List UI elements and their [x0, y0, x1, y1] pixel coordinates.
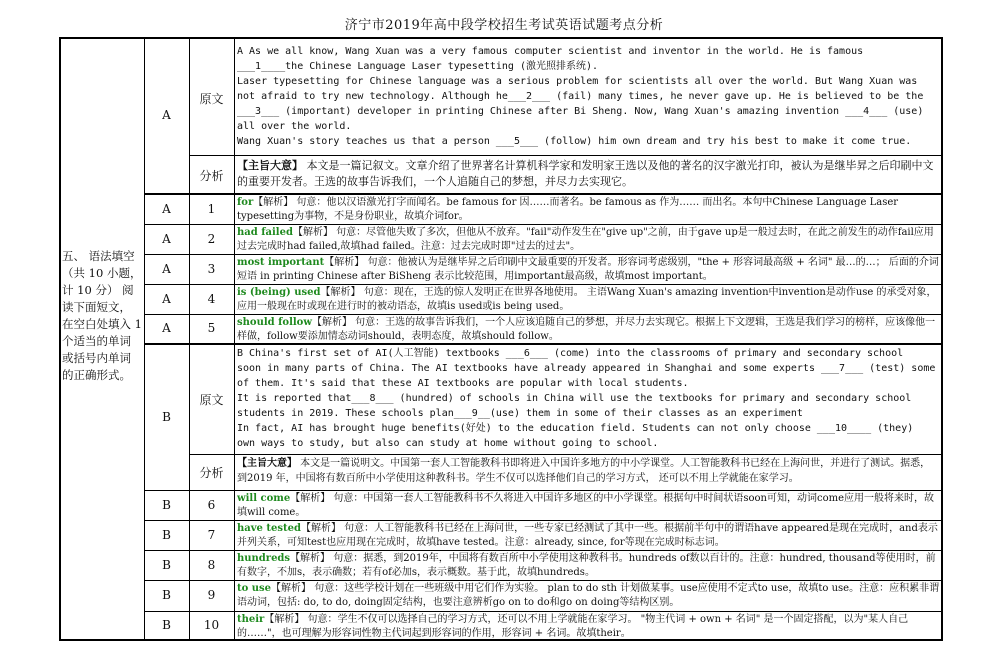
passage-line: In fact, AI has brought huge benefits(好处) to the education field. Students can not only choose ___10____ (they)	[237, 423, 914, 434]
explanation-text: 【解析】 句意：人工智能教科书已经在上海问世，一些专家已经测试了其中一些。根据前半句中的谓语have appeared是现在完成时，and表示并列关系，可知test也应用现在完成时，故填have tested。注意：already, since, for等现在完成时标志词。	[237, 523, 938, 548]
passage-line: ___1____the Chinese Language Laser typesetting (激光照排系统).	[237, 61, 599, 72]
question-explanation	[237, 226, 940, 254]
explanation-text: 【解析】 句意：尽管他失败了多次，但他从不放弃。"fail"动作发生在"give up"之前，由于gave up是一般过去时，在此之前发生的动作fail应用过去完成时had failed,故填had failed。注意：过去完成时即"过去的过去"。	[237, 227, 934, 252]
group-label-a: A	[162, 108, 171, 122]
question-group: A	[162, 261, 171, 276]
passage-line: B China's first set of AI(人工智能) textbooks ___6___ (come) into the classrooms of primary and secondary school	[237, 348, 904, 359]
passage-line: soon in many parts of China. The AI textbooks have already appeared in Shanghai and some experts ___7___ (test) some	[237, 363, 936, 374]
passage-a-text	[237, 44, 940, 154]
row-line-a-orig	[189, 155, 942, 156]
row-line-q4	[144, 314, 942, 315]
question-explanation	[237, 286, 940, 314]
question-number: 5	[207, 321, 216, 335]
row-line-q8	[144, 580, 942, 581]
question-number: 2	[207, 231, 216, 246]
analysis-label-b: 分析	[199, 466, 224, 480]
answer: had failed	[237, 227, 293, 238]
analysis-b-text	[237, 456, 940, 489]
question-explanation	[237, 552, 940, 580]
question-group: B	[162, 588, 171, 602]
question-number: 4	[207, 291, 216, 306]
row-line-q6	[144, 520, 942, 521]
explanation-text: 【解析】 句意：现在，王选的惊人发明正在世界各地使用。 主语Wang Xuan's amazing invention中invention是动作use 的承受对象，应用一般现在时或现在进行时的被动语态，故填is used或is being used。	[237, 287, 937, 312]
question-group: A	[162, 201, 171, 216]
question-number: 3	[207, 261, 216, 276]
answer: for	[237, 197, 254, 208]
question-explanation	[237, 196, 940, 224]
passage-line: not afraid to try new technology. Although he___2___ (fail) many times, he never gave up. He is believed to be the	[237, 91, 924, 102]
question-explanation	[237, 522, 940, 550]
passage-line: own ways to study, but also can study at home without going to school.	[237, 438, 659, 449]
row-line-q7	[144, 550, 942, 551]
page-title: 济宁市2019年高中段学校招生考试英语试题考点分析	[344, 18, 664, 33]
original-label-b: 原文	[199, 393, 224, 407]
question-group: B	[162, 557, 171, 572]
analysis-body: 本文是一篇说明文。中国第一套人工智能教科书即将进入中国许多地方的中小学课堂。人工智能教科书已经在上海问世，并进行了测试。据悉，到2019 年，中国将有数百所中小学使用这种教科书。学生不仅可以选择他们自己的学习方式， 还可以不用上学就能在家学习。	[237, 458, 931, 484]
question-explanation	[237, 256, 940, 284]
passage-line: It is reported that___8___ (hundred) of schools in China will use the textbooks for primary and secondary school	[237, 393, 912, 404]
passage-line: ___3___ (important) developer in printing Chinese after Bi Sheng. Now, Wang Xuan's amazing invention ___4___ (use)	[237, 106, 924, 117]
answer: should follow	[237, 317, 312, 328]
analysis-label-a: 分析	[199, 169, 224, 183]
passage-line: all over the world.	[237, 121, 352, 132]
question-number: 1	[207, 201, 216, 216]
question-explanation	[237, 492, 940, 520]
question-group: B	[162, 497, 171, 512]
question-group: A	[162, 321, 171, 335]
answer: to use	[237, 583, 272, 594]
explanation-text: 【解析】 句意：他被认为是继毕昇之后印刷中文最重要的开发者。形容词考虑级别，"the + 形容词最高级 + 名词" 最…的…； 后面的介词短语 in printing Chinese after BiSheng 表示比较范围，用important最高级，故填most important。	[237, 257, 939, 282]
analysis-a-text	[237, 158, 940, 192]
answer: hundreds	[237, 553, 291, 564]
passage-line: A As we all know, Wang Xuan was a very famous computer scientist and inventor in the world. He is famous	[237, 46, 864, 57]
analysis-head: 【主旨大意】	[237, 159, 303, 172]
explanation-text: 【解析】 句意：中国第一套人工智能教科书不久将进入中国许多地区的中小学课堂。根据句中时间状语soon可知，动词come应用一般将来时，故填will come。	[237, 493, 935, 518]
answer: have tested	[237, 523, 301, 534]
question-number: 8	[207, 557, 216, 572]
row-line-a-end	[144, 193, 942, 195]
question-number: 10	[203, 618, 220, 632]
question-group: B	[162, 618, 171, 632]
analysis-head: 【主旨大意】	[237, 458, 297, 469]
row-line-b-orig	[189, 454, 942, 455]
section-description: 五、 语法填空（共 10 小题， 计 10 分） 阅读下面短文， 在空白处填入 1 个适当的单词或括号内单词的正确形式。	[62, 249, 142, 382]
passage-line: Wang Xuan's story teaches us that a person ___5___ (follow) him own dream and try his best to make it come true.	[237, 136, 912, 147]
explanation-text: 【解析】 句意：据悉，到2019年，中国将有数百所中小学使用这种教科书。hundreds of数以百计的。注意：hundred, thousand等使用时，前有数字，不加s，表示确数；若有of必加s，表示概数。基于此，故填hundreds。	[237, 553, 936, 578]
answer: will come	[237, 493, 291, 504]
row-line-q3	[144, 284, 942, 285]
answer: most important	[237, 257, 325, 268]
question-explanation	[237, 613, 940, 640]
passage-line: students in 2019. These schools plan___9__(use) them in some of their classes as an experiment	[237, 408, 803, 419]
answer: their	[237, 614, 265, 625]
row-line-q5	[144, 343, 942, 345]
question-group: A	[162, 291, 171, 306]
question-number: 9	[207, 588, 216, 602]
question-group: A	[162, 231, 171, 246]
row-line-b-end	[144, 490, 942, 491]
question-explanation	[237, 582, 940, 611]
analysis-body: 本文是一篇记叙文。文章介绍了世界著名计算机科学家和发明家王选以及他的著名的汉字激光打印，被认为是继毕昇之后印刷中文的重要开发者。王选的故事告诉我们，一个人追随自己的梦想，并尽力去实现它。	[237, 159, 934, 188]
passage-line: of them. It's said that these AI textbooks are popular with local students.	[237, 378, 689, 389]
passage-line: Laser typesetting for Chinese language was a serious problem for scientists all over the world. But Wang Xuan was	[237, 76, 918, 87]
row-line-q2	[144, 254, 942, 255]
question-group: B	[162, 527, 171, 542]
explanation-text: 【解析】 句意：他以汉语激光打字而闻名。be famous for 因……而著名。be famous as 作为…… 而出名。本句中Chinese Language Laser typesetting为事物，不是身份职业，故填介词for。	[237, 197, 899, 222]
passage-b-text	[237, 346, 940, 453]
row-line-q9	[144, 611, 942, 612]
answer: is (being) used	[237, 287, 321, 298]
explanation-text: 【解析】 句意：王选的故事告诉我们，一个人应该追随自己的梦想，并尽力去实现它。根据上下文逻辑，王选是我们学习的榜样，应该像他一样做，follow要添加情态动词should，表明态度，故填should follow。	[237, 317, 936, 342]
question-number: 6	[207, 497, 216, 512]
question-number: 7	[207, 527, 216, 542]
explanation-text: 【解析】 句意：这些学校计划在一些班级中用它们作为实验。 plan to do sth 计划做某事。use应使用不定式to use，故填to use。注意：应积累非谓语动词，包括: do, to do, doing固定结构，也要注意辨析go on to do和go on doing等结构区别。	[237, 583, 940, 608]
original-label-a: 原文	[199, 92, 224, 106]
row-line-q1	[144, 224, 942, 225]
question-explanation	[237, 316, 940, 343]
group-label-b: B	[162, 410, 171, 424]
explanation-text: 【解析】 句意：学生不仅可以选择自己的学习方式，还可以不用上学就能在家学习。 "物主代词 + own + 名词" 是一个固定搭配，以为"某人自己的……"，也可理解为形容词性物主代词起到形容词的作用，形容词 + 名词。故填their。	[237, 614, 909, 639]
